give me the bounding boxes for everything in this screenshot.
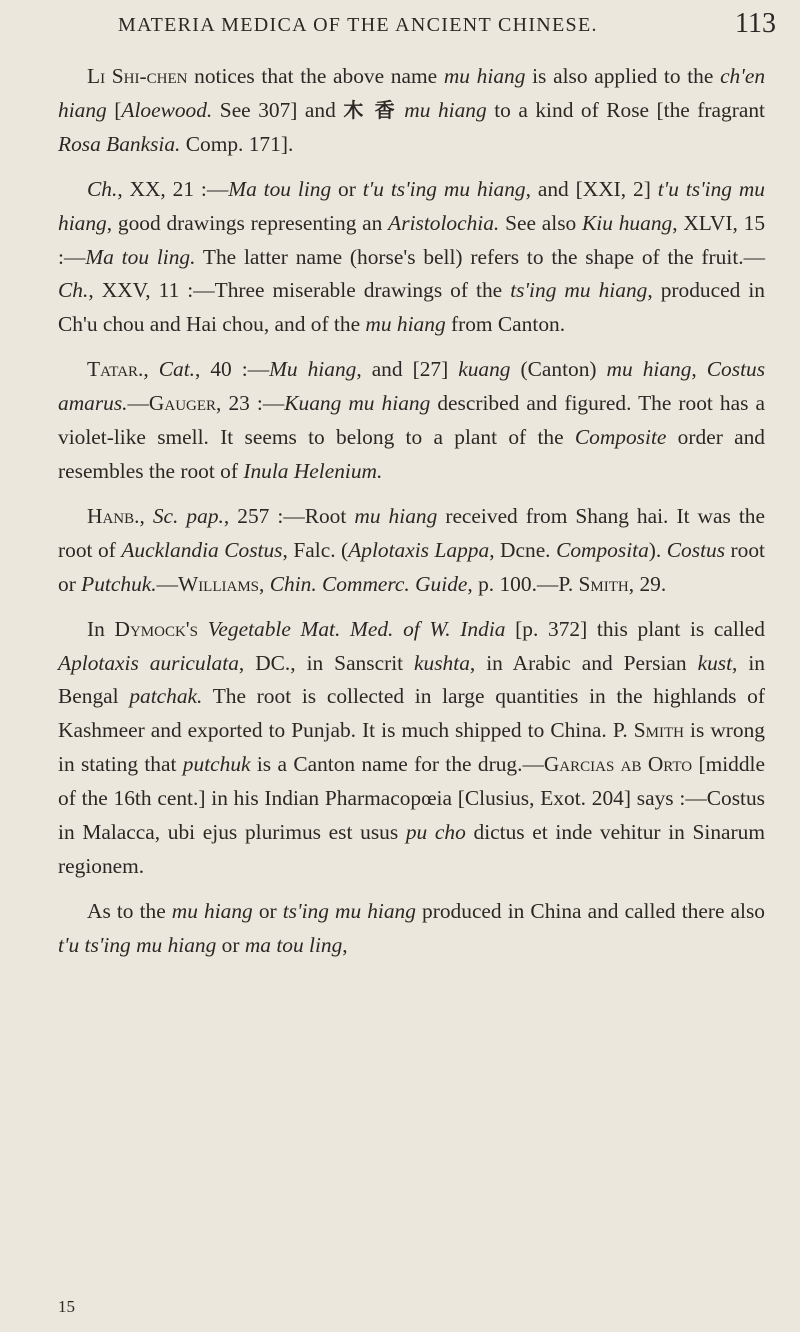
author-name: Li Shi-chen <box>87 64 188 88</box>
source-abbrev: Ch. <box>58 278 89 303</box>
text-run: The root is collected in large quantities in the highlands of Kashmeer and exported to Punjab. It is much shipped to China. <box>58 684 765 743</box>
italic-term: Aloewood. <box>121 97 213 122</box>
text-run: In <box>87 616 115 641</box>
running-head-title: MATERIA MEDICA OF THE ANCIENT CHINESE. <box>118 14 598 36</box>
text-run: , 40 :— <box>195 357 270 382</box>
italic-term: Aristolochia. <box>388 210 500 235</box>
text-run: The latter name (horse's bell) refers to the shape of the fruit.— <box>195 244 765 269</box>
text-run: order and resembles the root of <box>58 425 765 483</box>
text-run: , <box>139 503 153 528</box>
italic-term: Kuang mu hiang <box>284 391 431 416</box>
italic-term: Aplotaxis Lappa <box>348 537 490 562</box>
author-name: P. Smith <box>558 571 629 596</box>
text-run: [p. 372] this plant is called <box>505 616 765 641</box>
text-run: , <box>259 571 270 596</box>
text-run: , 23 :— <box>216 391 285 416</box>
source-abbrev: Cat. <box>158 357 196 382</box>
italic-term: t'u ts'ing mu hiang <box>58 176 765 235</box>
italic-term: patchak. <box>129 684 203 709</box>
source-abbrev: Sc. pap. <box>152 503 224 528</box>
paragraph-li-shi-chen <box>58 60 765 162</box>
paragraph-dymock <box>58 613 765 884</box>
italic-term: Ma tou ling <box>228 176 332 201</box>
author-name: Garcias ab Orto <box>543 752 693 777</box>
text-run: , 257 :—Root <box>223 503 355 528</box>
author-name: Williams <box>178 571 260 596</box>
text-run: [ <box>106 97 122 122</box>
italic-term: ts'ing mu hiang <box>282 898 416 923</box>
italic-term: Inula Helenium. <box>243 458 383 483</box>
italic-term: ch'en hiang <box>58 64 766 122</box>
text-run: , Dcne. <box>489 537 557 562</box>
text-run: notices that the above name <box>187 64 444 88</box>
text-run: produced in China and called there also <box>415 898 765 923</box>
italic-term: t'u ts'ing mu hiang <box>362 176 526 201</box>
italic-term: kushta <box>414 650 470 675</box>
italic-term: kuang <box>458 357 511 382</box>
italic-term: mu hiang <box>171 898 253 923</box>
text-run: , 29. <box>628 571 667 596</box>
author-name: Tatar. <box>87 357 144 382</box>
italic-term: Aplotaxis auriculata <box>58 650 239 675</box>
book-title: Vegetable Mat. Med. of W. India <box>207 616 506 641</box>
text-run: , XX, 21 :— <box>117 176 229 201</box>
book-title: Chin. Commerc. Guide <box>269 571 468 596</box>
signature-mark: 15 <box>58 1297 75 1316</box>
italic-term: Putchuk. <box>81 571 157 596</box>
text-run: As to the <box>87 898 172 923</box>
author-name: Hanb. <box>87 503 140 528</box>
text-run: [middle of the 16th cent.] in his Indian Pharmacopœia [Clusius, Exot. 204] says :—Costus in Malacca, ubi ejus plurimus est usus <box>58 752 765 845</box>
text-run: , good drawings representing an <box>106 210 389 235</box>
text-run: from Canton. <box>445 312 566 337</box>
text-run: , Falc. ( <box>282 537 349 562</box>
text-run: , and [XXI, 2] <box>525 176 658 201</box>
text-run: dictus et inde vehitur in Sinarum regionem. <box>58 820 765 878</box>
text-run: received from Shang hai. It was the root of <box>58 503 765 562</box>
text-run: , produced in Ch'u chou and Hai chou, and of the <box>58 278 765 337</box>
text-run: described and figured. The root has a violet-like smell. It seems to belong to a plant of the <box>58 391 765 450</box>
italic-term: mu hiang <box>365 312 446 337</box>
italic-term: Costus <box>666 537 726 562</box>
text-run: Comp. 171]. <box>180 131 294 156</box>
italic-term: kust <box>697 650 733 675</box>
italic-term: ts'ing mu hiang <box>510 278 648 303</box>
italic-term: putchuk <box>182 752 251 777</box>
paragraph-tatar <box>58 353 765 489</box>
page-number: 113 <box>735 8 776 39</box>
text-run: — <box>127 391 149 416</box>
text-run: , XLVI, 15 :— <box>58 210 766 269</box>
italic-term: Composite <box>574 425 667 450</box>
text-run: , <box>143 357 159 382</box>
paragraph-hanb <box>58 500 765 602</box>
running-head <box>0 8 800 42</box>
italic-term: mu hiang <box>606 357 692 382</box>
paragraph-as-to <box>58 895 765 963</box>
italic-term: mu hiang <box>443 64 526 88</box>
text-run: , p. 100.— <box>467 571 559 596</box>
paragraph-ch-xx <box>58 173 765 343</box>
italic-term: Composita <box>556 537 649 562</box>
text-run: See also <box>499 210 583 235</box>
text-run: , and [27] <box>356 357 459 382</box>
text-run: or <box>331 176 363 201</box>
author-name: Gauger <box>148 391 217 416</box>
text-run: (Canton) <box>510 357 607 382</box>
italic-term: mu hiang <box>354 503 438 528</box>
italic-term: Kiu huang <box>582 210 673 235</box>
text-run: is a Canton name for the drug.— <box>250 752 544 777</box>
italic-term: mu hiang <box>404 97 487 122</box>
text-run: , XXV, 11 :—Three miserable drawings of the <box>88 278 511 303</box>
italic-term: Ma tou ling. <box>85 244 196 269</box>
source-abbrev: Ch. <box>87 176 118 201</box>
text-run: root or <box>58 537 766 596</box>
italic-term: Mu hiang <box>269 357 357 382</box>
text-run: , <box>691 357 707 382</box>
chinese-characters: 木 香 <box>343 97 397 122</box>
text-run: ). <box>648 537 667 562</box>
text-run: is also applied to the <box>525 64 721 88</box>
author-name: P. Smith <box>612 718 684 743</box>
italic-term: t'u ts'ing mu hiang <box>58 932 217 957</box>
author-name: Dymock's <box>114 616 198 641</box>
body-text <box>58 60 765 963</box>
text-run: , DC., in Sanscrit <box>238 650 415 675</box>
text-run: — <box>156 571 178 596</box>
italic-term: pu cho <box>405 820 466 845</box>
italic-term: Rosa Banksia. <box>58 131 181 156</box>
text-run: to a kind of Rose [the fragrant <box>486 97 765 122</box>
text-run: is wrong in stating that <box>58 718 765 777</box>
text-run: or <box>216 932 245 957</box>
italic-term: Costus amarus. <box>58 357 766 416</box>
italic-term: ma tou ling <box>244 932 343 957</box>
text-run: , in Arabic and Persian <box>469 650 698 675</box>
text-run: See 307] and <box>212 97 344 122</box>
text-run <box>198 617 208 641</box>
italic-term: Aucklandia Costus <box>121 537 283 562</box>
text-run: or <box>252 898 283 923</box>
text-run: , in Bengal <box>58 650 765 709</box>
text-run: , <box>342 932 348 957</box>
